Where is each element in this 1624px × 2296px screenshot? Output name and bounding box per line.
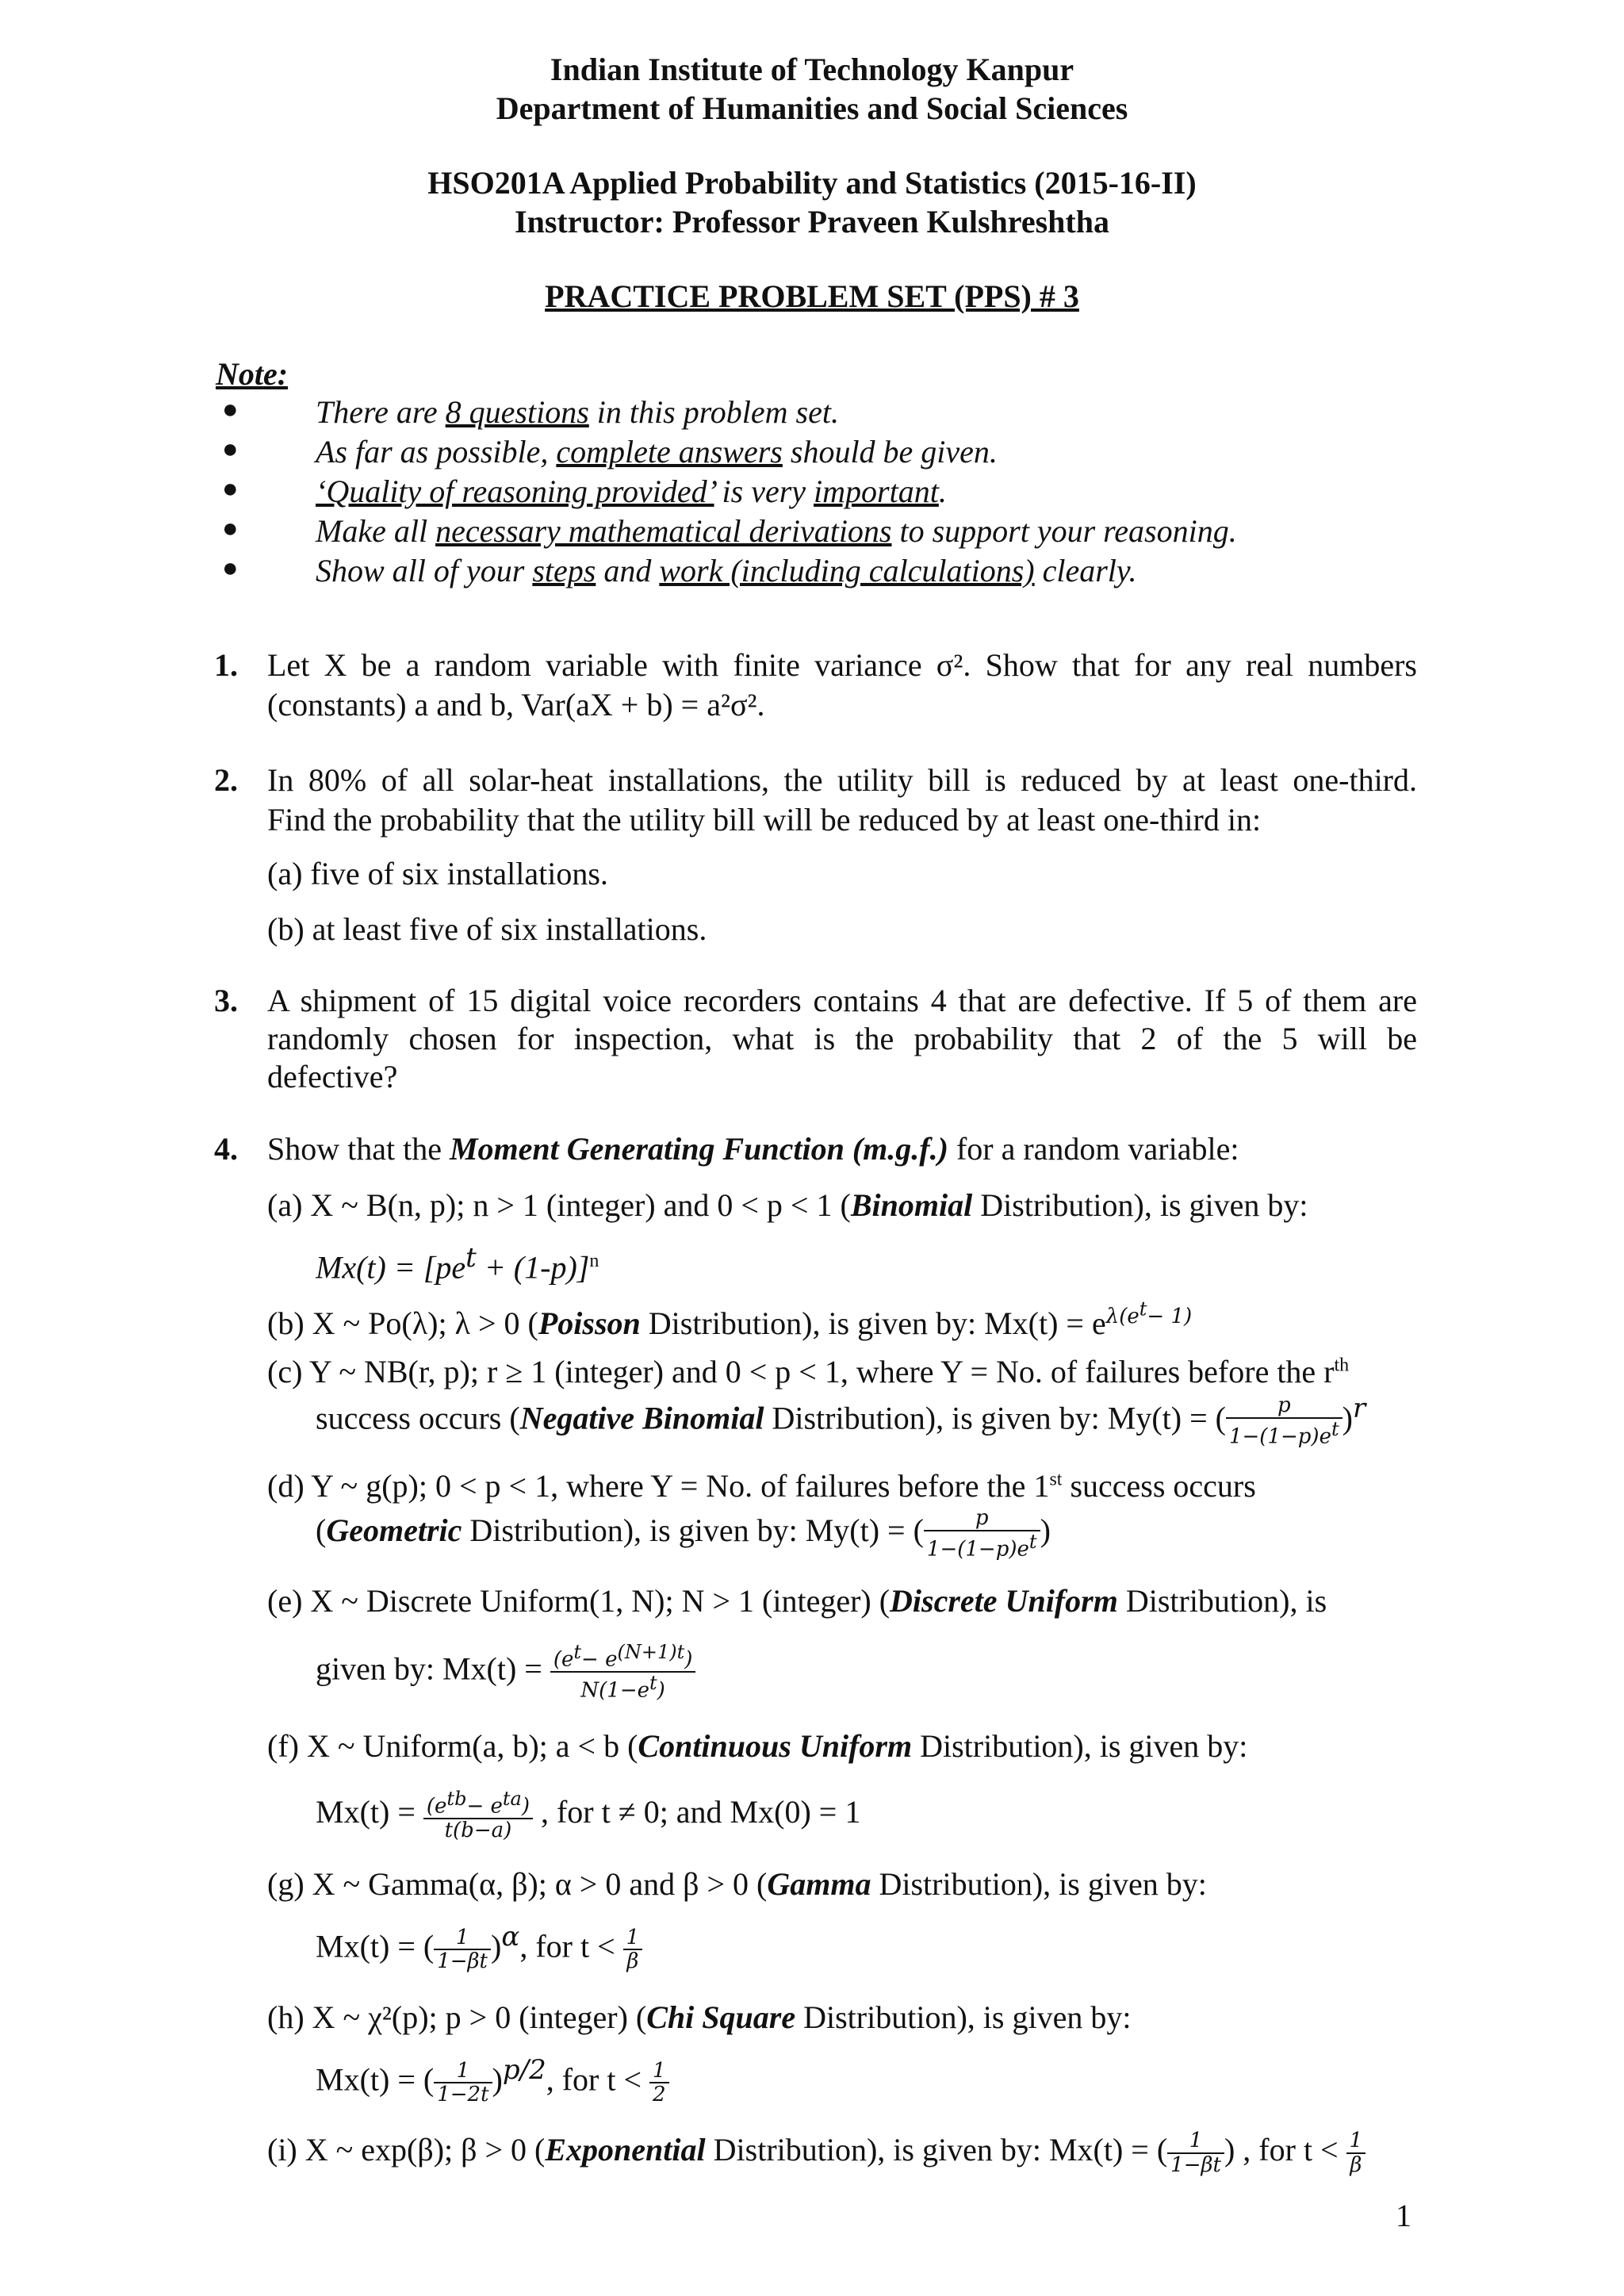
q4-number: 4. (214, 1131, 238, 1167)
problem-set-title: PRACTICE PROBLEM SET (PPS) # 3 (545, 278, 1079, 314)
q3-line2: randomly chosen for inspection, what is the probability that 2 of the 5 will be (267, 1021, 1417, 1056)
q4-part-e-line2: given by: Mx(t) = $\frac{(e^t- e^{(N+1)t})}{N(1-e^t)}$ (316, 1642, 695, 1703)
q4-part-g-line2: Mx(t) = ( $\frac{1}{1-\beta t}$ )$^\alpha$, for t < $\frac{1}{\beta}$ (316, 1921, 642, 1973)
q2-line2: Find the probability that the utility bill will be reduced by at least one-third in: (267, 802, 1262, 838)
q4-f-fraction: $\frac{(e^{tb}- e^{ta})}{t(b-a)}$ (423, 1788, 533, 1842)
document-page: Indian Institute of Technology Kanpur Department of Humanities and Social Sciences HSO201A Applied Probability and Statistics (2015-16-II) Instructor: Professor Praveen Kulshreshtha PRACTICE PROBLEM SET (PPS) # 3 Note: ● There are 8 questions in this problem set. ● As far as possible, complete answers should be given. ● ‘Quality of reasoning provided’ is very important. ● Make all necessary mathematical derivations to support your reasoning. ● Show all of your steps and work (including calculations) clearly. 1. Let X be a random variable with finite variance σ². Show that for any real numbers (constants) a and b, Var(aX + b) = a²σ². 2. In 80% of all solar-heat installations, the utility bill is reduced by at least one-third. Find the probability that the utility bill will be reduced by at least one-third in: (a) five of six installations. (b) at least five of six installations. 3. A shipment of 15 digital voice recorders contains 4 that are defective. If 5 of them are randomly chosen for inspection, what is the probability that 2 of the 5 will be defective? 4. Show that the Moment Generating Function (m.g.f.) for a random variable: (a) X ~ B(n, p); n > 1 (integer) and 0 < p < 1 (Binomial Distribution), is given by: $Mx(t) = [pe^t + (1-p)]^n$ (b) X ~ Po(λ); λ > 0 (Poisson Distribution), is given by: $Mx(t) = e^{\lambda(e^t- 1)}$ (c) Y ~ NB(r, p); r ≥ 1 (integer) and 0 < p < 1, where Y = No. of failures before the $r^{th}$ success occurs (Negative Binomial Distribution), is given by: My(t) = ( $\frac{p}{1-(1-p)e^t}$ )$^r$ (d) Y ~ g(p); 0 < p < 1, where Y = No. of failures before the 1st success occurs (Geometric Distribution), is given by: My(t) = ( $\frac{p}{1-(1-p)e^t}$ ) (e) X ~ Discrete Uniform(1, N); N > 1 (integer) (Discrete Uniform Distribution), is given by: Mx(t) = $\frac{(e^t- e^{(N+1)t})}{N(1-e^t)}$ (f) X ~ Uniform(a, b); a < b (Continuous Uniform Distribution), is given by: Mx(t) = $\frac{(e^{tb}- e^{ta})}{t(b-a)}$ , for t ≠ 0; and Mx(0) = 1 (g) X ~ Gamma(α, β); α > 0 and β > 0 (Gamma Distribution), is given by: Mx(t) = ( $\frac{1}{1-\beta t}$ )$^\alpha$, for t < $\frac{1}{\beta}$ (h) X ~ χ²(p); p > 0 (integer) (Chi Square Distribution), is given by: Mx(t) = ( $\frac{1}{1-2t}$ )$^{p/2}$, for t < $\frac{1}{2}$ (i) X ~ exp(β); β > 0 (Exponential Distribution), is given by: Mx(t) = ( $\frac{1}{1-\beta t}$ ) , for t < $\frac{1}{\beta}$ 1 (0, 0, 1624, 2296)
department-name: Department of Humanities and Social Sciences (496, 90, 1128, 126)
q2-part-b: (b) at least five of six installations. (267, 911, 707, 947)
q4-h-limit-fraction: $\frac{1}{2}$ (649, 2060, 669, 2106)
q4-g-limit-fraction: $\frac{1}{\beta}$ (623, 1926, 643, 1973)
q4-part-d-line2: (Geometric Distribution), is given by: My(t) = ( $\frac{p}{1-(1-p)e^t}$ ) (316, 1506, 1051, 1562)
q1-line2: (constants) a and b, Var(aX + b) = a²σ². (267, 687, 765, 723)
q4-part-d-line1: (d) Y ~ g(p); 0 < p < 1, where Y = No. of failures before the 1st success occurs (267, 1468, 1256, 1504)
q4-part-b: (b) X ~ Po(λ); λ > 0 (Poisson Distribution), is given by: $Mx(t) = e^{\lambda(e^t- 1)}$ (267, 1297, 1193, 1341)
bullet-dot-icon: ● (222, 435, 239, 464)
q3-line3: defective? (267, 1059, 398, 1094)
q3-line1: A shipment of 15 digital voice recorders contains 4 that are defective. If 5 of them are (267, 983, 1417, 1018)
bullet-dot-icon: ● (222, 474, 239, 504)
q4-part-a-line1: (a) X ~ B(n, p); n > 1 (integer) and 0 < p < 1 (Binomial Distribution), is given by: (267, 1187, 1308, 1223)
q4-c-fraction: $\frac{p}{1-(1-p)e^t}$ (1226, 1394, 1342, 1448)
q4-part-i: (i) X ~ exp(β); β > 0 (Exponential Distribution), is given by: Mx(t) = ( $\frac{1}{1-\beta t}$ ) , for t < $\frac{1}{\beta}$ (267, 2129, 1365, 2176)
q4-g-fraction: $\frac{1}{1-\beta t}$ (434, 1926, 491, 1973)
bullet-dot-icon: ● (222, 395, 239, 424)
institute-name: Indian Institute of Technology Kanpur (550, 52, 1074, 87)
q4-d-fraction: $\frac{p}{1-(1-p)e^t}$ (924, 1507, 1040, 1561)
q4-part-a-formula: $Mx(t) = [pe^t + (1-p)]^n$ (316, 1242, 599, 1286)
bullet-dot-icon: ● (222, 514, 239, 543)
q4-intro: Show that the Moment Generating Function (m.g.f.) for a random variable: (267, 1131, 1239, 1167)
instructor-line: Instructor: Professor Praveen Kulshreshtha (515, 204, 1109, 240)
course-title: HSO201A Applied Probability and Statistics (2015-16-II) (427, 165, 1197, 201)
q2-part-a: (a) five of six installations. (267, 856, 608, 891)
q2-number: 2. (214, 762, 238, 798)
page-number: 1 (1396, 2198, 1411, 2233)
q4-e-fraction: $\frac{(e^t- e^{(N+1)t})}{N(1-e^t)}$ (550, 1642, 696, 1703)
q4-part-c-line2: success occurs (Negative Binomial Distribution), is given by: My(t) = ( $\frac{p}{1-(1-p)e^t}$ )$^r$ (316, 1393, 1366, 1449)
q1-number: 1. (214, 647, 238, 683)
q4-i-fraction: $\frac{1}{1-\beta t}$ (1167, 2129, 1224, 2176)
q4-part-g-line1: (g) X ~ Gamma(α, β); α > 0 and β > 0 (Gamma Distribution), is given by: (267, 1866, 1207, 1902)
q4-part-f-line2: Mx(t) = $\frac{(e^{tb}- e^{ta})}{t(b-a)}$ , for t ≠ 0; and Mx(0) = 1 (316, 1788, 861, 1843)
q4-part-e-line1: (e) X ~ Discrete Uniform(1, N); N > 1 (integer) (Discrete Uniform Distribution), is (267, 1583, 1327, 1619)
q3-number: 3. (214, 983, 238, 1018)
bullet-dot-icon: ● (222, 554, 239, 583)
q4-h-fraction: $\frac{1}{1-2t}$ (434, 2060, 492, 2106)
q4-part-h-line1: (h) X ~ χ²(p); p > 0 (integer) (Chi Square Distribution), is given by: (267, 1999, 1132, 2035)
q2-line1: In 80% of all solar-heat installations, the utility bill is reduced by at least one-third. (267, 762, 1417, 798)
q4-part-f-line1: (f) X ~ Uniform(a, b); a < b (Continuous Uniform Distribution), is given by: (267, 1728, 1248, 1764)
note-label: Note: (216, 356, 289, 392)
q4-part-c-line1: (c) Y ~ NB(r, p); r ≥ 1 (integer) and 0 < p < 1, where Y = No. of failures before the $r^{th}$ (267, 1354, 1350, 1389)
q1-line1: Let X be a random variable with finite variance σ². Show that for any real numbers (267, 647, 1417, 683)
q4-i-limit-fraction: $\frac{1}{\beta}$ (1346, 2129, 1366, 2176)
q4-part-h-line2: Mx(t) = ( $\frac{1}{1-2t}$ )$^{p/2}$, for t < $\frac{1}{2}$ (316, 2054, 669, 2106)
